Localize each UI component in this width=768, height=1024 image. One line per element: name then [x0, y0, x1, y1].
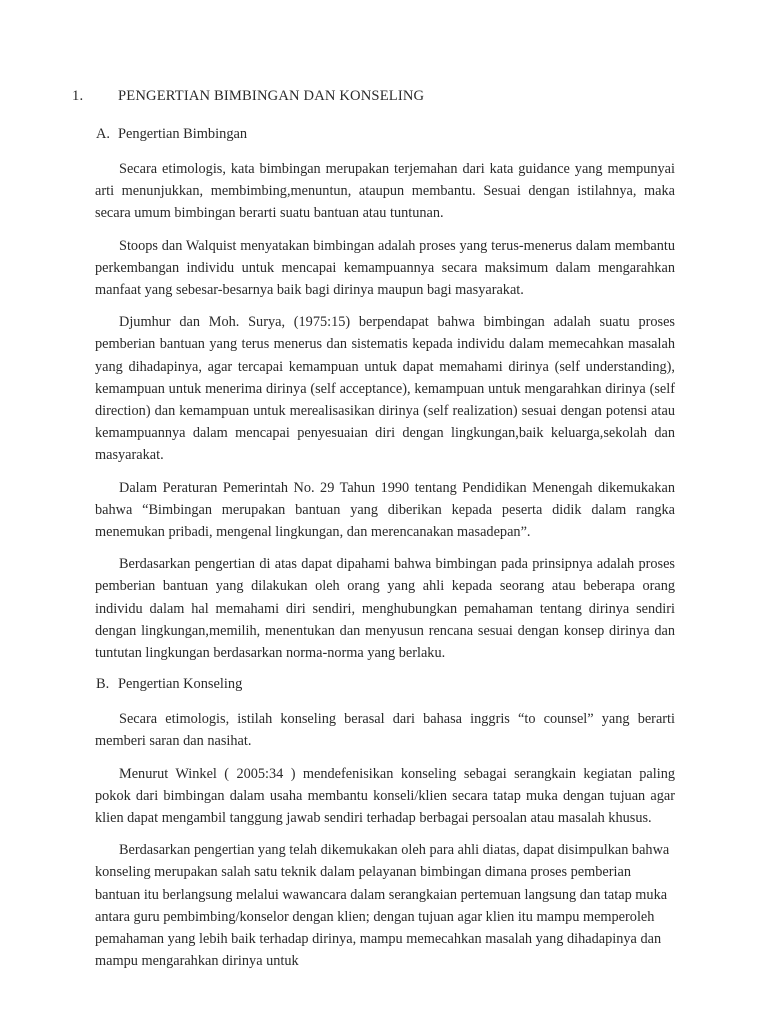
- paragraph: Menurut Winkel ( 2005:34 ) mendefenisikan konseling sebagai serangkain kegiatan paling pokok dari bimbingan dalam usaha membantu konseli/klien secara tatap muka dengan tujuan agar klien dapat mengambil tanggung jawab sendiri terhadap berbagai persoalan atau masalah khusus.: [95, 765, 675, 827]
- section-heading-a: [95, 124, 675, 144]
- section-heading-b: [95, 674, 675, 694]
- document-body: [72, 86, 675, 973]
- paragraph: Stoops dan Walquist menyatakan bimbingan adalah proses yang terus-menerus dalam membantu perkembangan individu untuk mencapai kemampuannya secara maksimum dalam mengarahkan manfaat yang sebesar-besarnya baik bagi dirinya maupun bagi masyarakat.: [95, 237, 675, 299]
- paragraph: Berdasarkan pengertian yang telah dikemukakan oleh para ahli diatas, dapat disimpulkan bahwa konseling merupakan salah satu teknik dalam pelayanan bimbingan dimana proses pemberian bantuan itu berlangsung melalui wawancara dalam serangkaian pertemuan langsung dan tatap muka antara guru pembimbing/konselor dengan klien; dengan tujuan agar klien itu mampu memperoleh pemahaman yang lebih baik terhadap dirinya, mampu memecahkan masalah yang dihadapinya dan mampu mengarahkan dirinya untuk: [95, 842, 670, 970]
- paragraph: Secara etimologis, istilah konseling berasal dari bahasa inggris “to counsel” yang berarti memberi saran dan nasihat.: [95, 711, 675, 750]
- paragraph: Djumhur dan Moh. Surya, (1975:15) berpendapat bahwa bimbingan adalah suatu proses pemberian bantuan yang terus menerus dan sistematis kepada individu dalam memecahkan masalah yang dihadapinya, agar tercapai kemampuan untuk dapat memahami dirinya (self understanding), kemampuan untuk menerima dirinya (self acceptance), kemampuan untuk mengarahkan dirinya (self direction) dan kemampuan untuk merealisasikan dirinya (self realization) sesuai dengan potensi atau kemampuannya dalam mencapai penyesuaian diri dengan lingkungan,baik keluarga,sekolah dan masyarakat.: [95, 314, 675, 464]
- page-title: [72, 86, 675, 106]
- section-letter-b: B.: [96, 676, 110, 693]
- paragraph: Dalam Peraturan Pemerintah No. 29 Tahun 1990 tentang Pendidikan Menengah dikemukakan bahwa “Bimbingan merupakan bantuan yang diberikan kepada peserta didik dalam rangka menemukan pribadi, mengenal lingkungan, dan merencanakan masadepan”.: [95, 479, 675, 541]
- heading-title-text: PENGERTIAN BIMBINGAN DAN KONSELING: [118, 88, 425, 104]
- paragraph: Berdasarkan pengertian di atas dapat dipahami bahwa bimbingan pada prinsipnya adalah proses pemberian bantuan yang dilakukan oleh orang yang ahli kepada seorang atau beberapa orang individu dalam hal memahami diri sendiri, menghubungkan pemahaman tentang dirinya sendiri dengan lingkungan,memilih, menentukan dan menyusun rencana sesuai dengan konsep dirinya dan tuntutan lingkungan berdasarkan norma-norma yang berlaku.: [95, 556, 675, 662]
- section-title-a: Pengertian Bimbingan: [118, 126, 248, 142]
- heading-number: 1.: [72, 88, 84, 104]
- section-letter-a: A.: [96, 126, 110, 142]
- section-title-b: Pengertian Konseling: [118, 676, 243, 693]
- paragraph: Secara etimologis, kata bimbingan merupakan terjemahan dari kata guidance yang mempunyai arti menunjukkan, membimbing,menuntun, ataupun membantu. Sesuai dengan istilahnya, maka secara umum bimbingan berarti suatu bantuan atau tuntunan.: [95, 161, 675, 222]
